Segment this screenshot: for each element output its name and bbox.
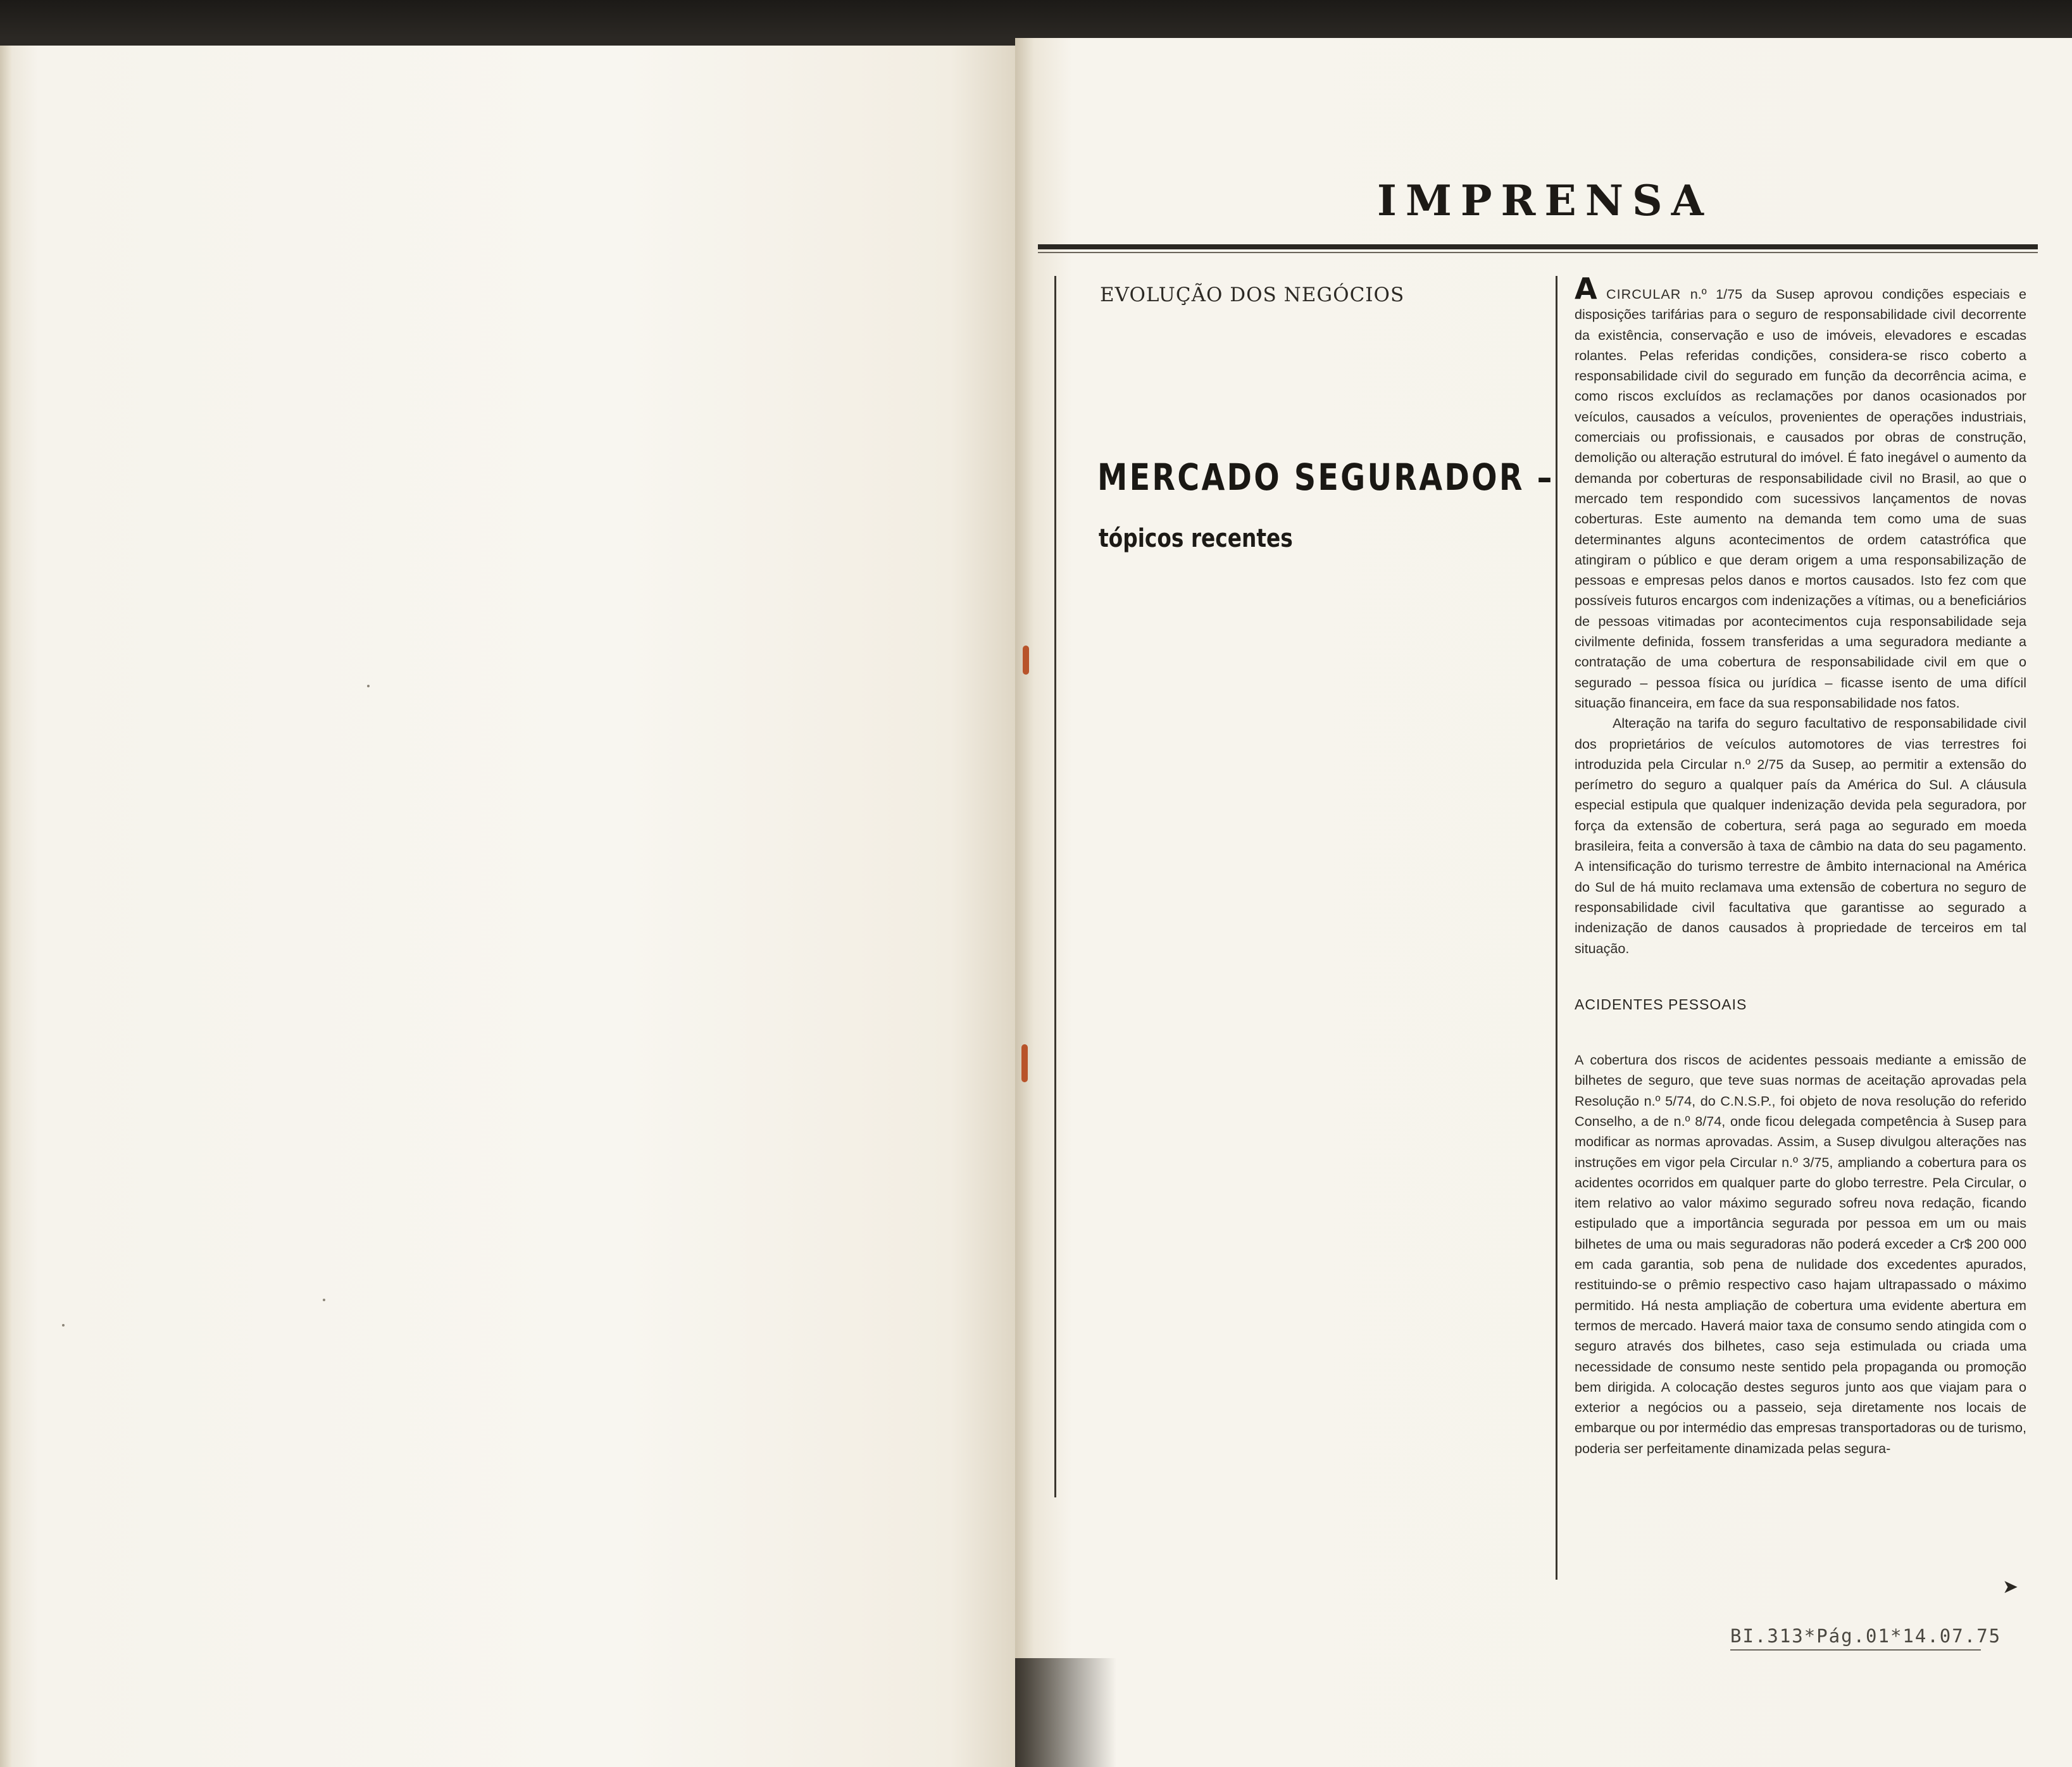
left-column-rule — [1054, 276, 1056, 1497]
left-blank-page — [0, 46, 1033, 1767]
title-rule-thin — [1038, 252, 2038, 253]
continue-arrow-icon: ➤ — [2002, 1576, 2019, 1598]
page-reference-underline — [1730, 1649, 1981, 1651]
headline: MERCADO SEGURADOR – — [1097, 456, 1554, 499]
subsection-title: ACIDENTES PESSOAIS — [1575, 996, 1747, 1013]
subhead: tópicos recentes — [1099, 524, 1293, 553]
article-paragraph: Alteração na tarifa do seguro facultativo de responsabilidade civil dos proprietários de veículos automotores de vias terrestres foi introduzida pela Circular n.º 2/75 da Susep, ao permitir a extensão do perímetro do seguro a qualquer país da América do Sul. A cláusula especial estipula que qualquer indenização devida pela seguradora, por força da extensão de cobertura, será paga ao segurado em moeda brasileira, feita a conversão à taxa de câmbio na data do seu pagamento. A intensificação do turismo terrestre de âmbito internacional na América do Sul de há muito reclamava uma extensão de cobertura no seguro de responsabilidade civil facultativa que garantisse ao segurado a indenização de danos causados à propriedade de terceiros em tal situação. — [1575, 715, 2026, 956]
article-body — [1575, 272, 2027, 1459]
paper-speck — [367, 685, 370, 687]
section-title: IMPRENSA — [1377, 176, 1713, 225]
left-page-edge — [0, 46, 11, 1767]
paragraph-text: n.º 1/75 da Susep aprovou condições especiais e disposições tarifárias para o seguro de responsabilidade civil decorrente da existência, conservação e uso de imóveis, elevadores e escadas rolantes. Pelas referidas condições, considera-se risco coberto a responsabilidade civil do segurado em função da decorrência acima, e como riscos excluídos as reclamações por danos ocasionados por veículos, causados a veículos, provenientes de operações industriais, comerciais ou profissionais, e causados por obras de construção, demolição ou alteração estrutural do imóvel. É fato inegável o aumento da demanda por coberturas de responsabilidade civil no Brasil, ao que o mercado tem respondido com sucessivos lançamentos de novas coberturas. Este aumento na demanda tem como uma de suas determinantes alguns acontecimentos de ordem catastrófica que atingiram o público e que deram origem a uma responsabilização de pessoas e empresas pelos danos e mortos causados. Isto fez com que possíveis futuros encargos com indenizações a vítimas, ou a beneficiários de pessoas vitimadas por acontecimentos cuja responsabilidade seja civilmente definida, fossem transferidas a uma seguradora mediante a contratação de uma cobertura de responsabilidade civil em que o segurado – pessoa física ou jurídica – ficasse isento de uma difícil situação financeira, em face da sua responsabilidade nos fatos. — [1575, 286, 2027, 711]
binding-shadow — [1015, 1658, 1116, 1767]
binding-mark — [1023, 646, 1029, 675]
article-paragraph: A cobertura dos riscos de acidentes pessoais mediante a emissão de bilhetes de seguro, que teve suas normas de aceitação aprovadas pela Resolução n.º 5/74, do C.N.S.P., foi objeto de nova resolução do referido Conselho, a de n.º 8/74, onde ficou delegada competência à Susep para modificar as normas aprovadas. Assim, a Susep divulgou alterações nas instruções em vigor pela Circular n.º 3/75, ampliando a cobertura para os acidentes ocorridos em qualquer parte do globo terrestre. Pela Circular, o item relativo ao valor máximo segurado sofreu nova redação, ficando estipulado que a importância segurada por pessoa em um ou mais bilhetes de uma ou mais seguradoras não poderá exceder a Cr$ 200 000 em cada garantia, sob pena de nulidade dos excedentes apurados, restituindo-se o prêmio respectivo caso hajam ultrapassado o máximo permitido. Há nesta ampliação de cobertura uma evidente abertura em termos de mercado. Haverá maior taxa de consumo sendo atingida com o seguro através dos bilhetes, caso seja estimulada ou criada uma necessidade de consumo neste sentido pela propaganda ou promoção bem dirigida. A colocação destes seguros junto aos que viajam para o exterior a negócios ou a passeio, seja diretamente nos locais de embarque ou por intermédio das empresas transportadoras ou de turismo, poderia ser perfeitamente dinamizada pelas segura- — [1575, 1052, 2026, 1456]
binding-mark — [1021, 1044, 1028, 1082]
lead-caps: CIRCULAR — [1606, 286, 1682, 302]
page-reference: BI.313*Pág.01*14.07.75 — [1730, 1625, 2002, 1647]
paper-speck — [62, 1324, 65, 1327]
paper-speck — [323, 1299, 325, 1301]
article-paragraph — [1575, 272, 2027, 713]
drop-cap: A — [1575, 272, 1597, 306]
title-rule — [1038, 244, 2038, 249]
column-divider-rule — [1556, 276, 1557, 1580]
kicker: EVOLUÇÃO DOS NEGÓCIOS — [1100, 284, 1405, 306]
